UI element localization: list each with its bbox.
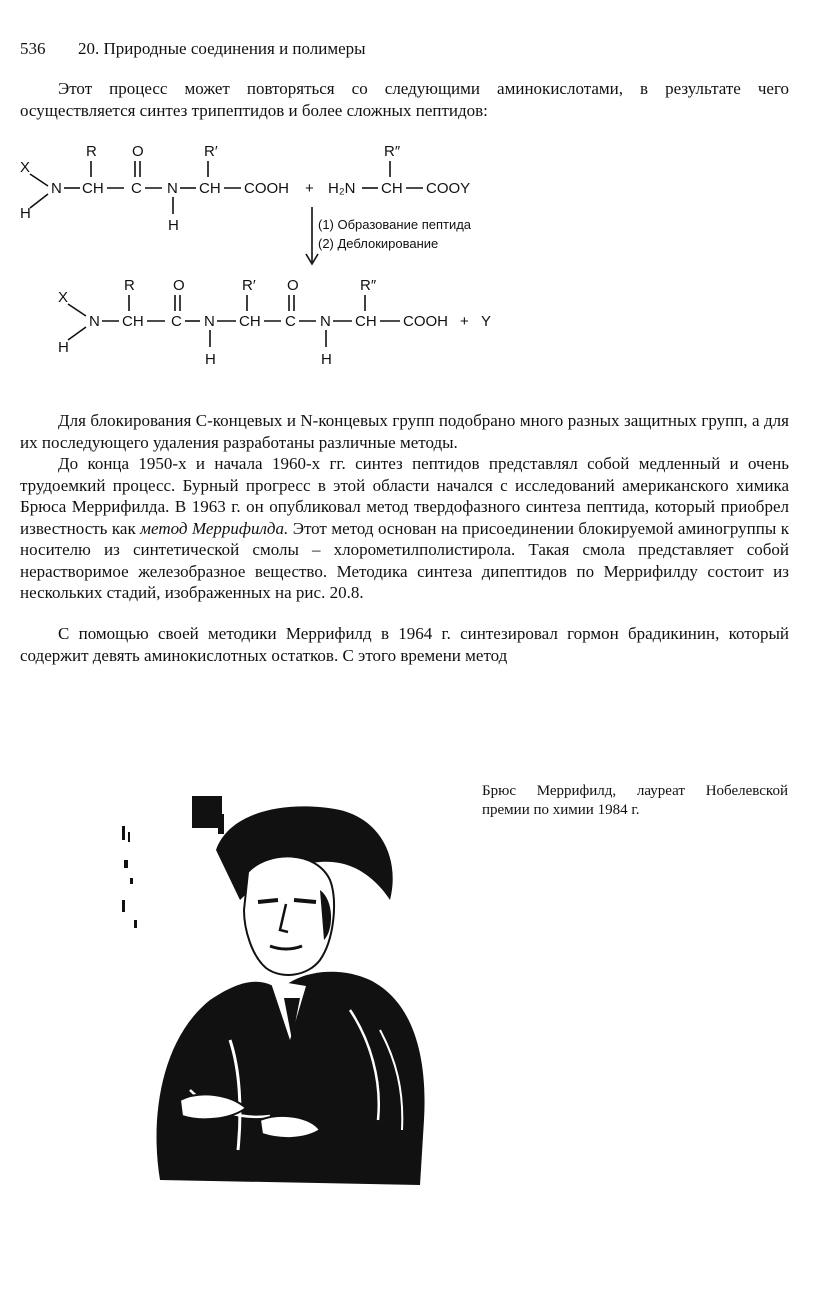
o-label: O [132, 143, 144, 160]
paragraph-bradykinin: С помощью своей методики Меррифилд в 1964 г. синтезировал гормон брадикинин, который содержит девять аминокислотных остатков. С этого времени метод [20, 624, 789, 665]
x-label: X [20, 159, 31, 176]
step-2-label: (2) Деблокирование [318, 236, 439, 251]
y-label: Y [481, 313, 492, 330]
ch-label: CH [355, 313, 377, 330]
ch-label: CH [239, 313, 261, 330]
c-label: C [171, 313, 182, 330]
photo-caption: Брюс Меррифилд, лауреат Нобелевской премии по химии 1984 г. [482, 783, 788, 818]
r2-label: R″ [360, 277, 377, 294]
paragraph-protecting-groups: Для блокирования С-концевых и N-концевых групп подобрано много разных защитных групп, а для их последующего удаления разработаны различные методы. [20, 411, 789, 452]
r1-label: R′ [204, 143, 218, 160]
portrait-photo [120, 790, 432, 1190]
h-label: H [168, 217, 179, 234]
c-label: C [285, 313, 296, 330]
page-number: 536 [20, 39, 46, 58]
h2n-label: H₂N [328, 180, 356, 197]
h-label: H [205, 351, 216, 368]
step-1-label: (1) Образование пептида [318, 217, 472, 232]
n-label: N [89, 313, 100, 330]
r2-label: R″ [384, 143, 401, 160]
cooh-label: COOH [244, 180, 289, 197]
o-label: O [287, 277, 299, 294]
h-label: H [321, 351, 332, 368]
cooy-label: COOY [426, 180, 471, 197]
o-label: O [173, 277, 185, 294]
cooh-label: COOH [403, 313, 448, 330]
chapter-title: 20. Природные соединения и полимеры [78, 39, 366, 58]
method-name-italic: метод Меррифилда. [140, 518, 289, 538]
r1-label: R′ [242, 277, 256, 294]
ch-label: CH [199, 180, 221, 197]
peptide-synthesis-scheme [0, 130, 816, 380]
ch-label: CH [82, 180, 104, 197]
n-label: N [51, 180, 62, 197]
plus-sign: + [460, 313, 469, 330]
x-label: X [58, 289, 69, 306]
n-label: N [167, 180, 178, 197]
paragraph-intro: Этот процесс может повторяться со следующими аминокислотами, в результате чего осуществляется синтез трипептидов и более сложных пептидов: [20, 79, 789, 120]
r-label: R [124, 277, 135, 294]
n-label: N [204, 313, 215, 330]
c-label: C [131, 180, 142, 197]
n-label: N [320, 313, 331, 330]
paragraph-merrifield-method [20, 453, 789, 604]
r-label: R [86, 143, 97, 160]
ch-label: CH [381, 180, 403, 197]
ch-label: CH [122, 313, 144, 330]
h-label: H [58, 339, 69, 356]
paragraph-text: До конца 1950-х и начала 1960-х гг. синтез пептидов представлял собой медленный и очень трудоемкий процесс. Бурный прогресс в этой области начался с исследований американского химика Брюса Меррифилда. В 1963 г. он опубликовал метод твердофазного синтеза пептида, который приобрел известность как [20, 454, 789, 538]
h-label: H [20, 205, 31, 222]
paragraph-text: Этот метод основан на присоединении блокируемой аминогруппы к носителю из синтетической смолы – хлорометилполистирола. Такая смола представляет собой нерастворимое железобразное вещество. Методика синтеза дипептидов по Меррифилду состоит из нескольких стадий, изображенных на рис. 20.8. [20, 518, 789, 602]
plus-sign: + [305, 180, 314, 197]
page-header [20, 39, 366, 59]
